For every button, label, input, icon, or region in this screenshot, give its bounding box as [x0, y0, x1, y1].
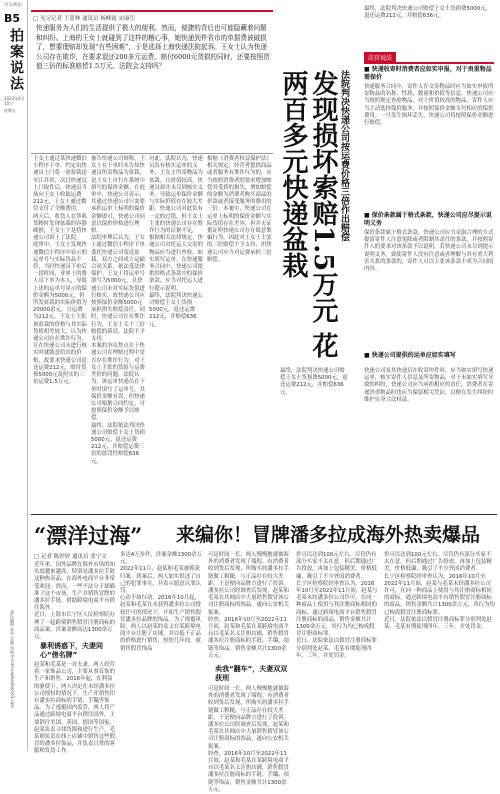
bottom-headline-left: “漂洋过海”: [34, 523, 143, 548]
article-col-5: 最终，法院判决快递公司赔偿王女士货损费5000元，退还运费212元，并赔偿636元。: [280, 368, 348, 396]
judge-head-1: ■ 快递收寄时消费者应如实申报，对于贵重物品需保价: [364, 66, 492, 81]
bottom-headline-right: 来编你！冒牌潘多拉成海外热卖爆品: [176, 524, 481, 546]
bottom-subhead-2: 卖我“翻车”，夫妻双双获刑: [215, 665, 288, 682]
article-col-1: 王女士通过某快递微信小程序下单，约定由快递员上门将一盆盆栽送至江苏省，次日快递员上门取件后，快递员当场向王女士收取运费212元，王女士通过微信支付了全额费用。 两天后，收货人在签收货物时发现盆栽的容器破损，王女士于是将快递公司诉上了法院。 庭审中，王女士发现快递微信小程序中显示的运单号与实际货品不符，当时快递员下单后一段时间，业界上的费人员下单为本人，导致上述的运单号显示的保价金额为5000元，但所发盆栽的实际价值为20000余元，且运费为212元。王女士主张该盆栽的价格与其实际货值相差较大，认为快递公司存在欺诈行为，且在快递公司未进行核实时就随意给出的价格，故要求快递公司退还运费212元，赔付货损5000元及照实的三倍运费1.5万元。: [33, 156, 87, 386]
judge-head-3: ■ 快递公司提供的运单应如实填写: [364, 352, 456, 359]
lead-paragraph: 快递服务为人们的生活提供了极大的便利。然而，便捷的背后也可能隐藏着问题和纠纷。上海的王女士就碰到了这样的糟心事，她快递到件省市的单据费被破损了，想要理赔却发现“有些困难”，于是选择上海快递法院起诉。王女士认为快递公司存在欺诈，在要求退还200多元运费、赔付6000元货损的同时，还要按照货值三倍的标准赔偿1.5万元。法院会支持吗？: [36, 24, 270, 71]
judge-text-1: 快递服务合同中，寄件人在交寄物品时应当如实申报所寄物品的名称、性质、数量和价值等信息。快递公司应当按照规定查验物品，对于价值较高的物品，寄件人应当主动选择保价服务，并按照保价金额支付相应的保价费用。一旦发生损坏丢失，快递公司将按照保价金额进行赔偿。: [364, 84, 494, 127]
bottom-col-1: 近年来，国外品牌在海外市场的知名度越来越高，特别是潘多拉手链这种热卖品，在海外电商平台非常受欢迎。然而，一些不法分子却瞄准了这个市场，生产并销售冒牌的潘多拉手链，借助跨境电商平台销往海外。 近日，上海市长宁区人民检察院办理了一起跨境销售假冒注册商标的商品案，涉案金额高达1300余万元。: [34, 562, 115, 641]
editor-credit: 责任编辑 张卓 美编 邓娟 E-mail:xawbsxb@163.com: [10, 610, 15, 709]
page-number: B5: [4, 12, 21, 25]
right-col-top: 最终，法院判决快递公司赔偿王女士货损费5000元，退还运费212元，并赔偿636元。: [364, 6, 491, 20]
article-col-4: 根据《消费者权益保护法》相关规定，经营者提供商品或者服务有欺诈行为的，应当按照消费者的要求增加赔偿其受到的损失，增加赔偿的金额为消费者购买商品的价款或者接受服务的费用的三倍。本案中，快递公司在运单上标明的保价金额与实际货值存在差异，但并无证据证明快递公司存在故意欺骗行为，因此对王女士主张的三倍赔偿不予支持，但快递公司应当对运费承担三倍赔偿。: [207, 156, 272, 263]
judge-rule: [364, 62, 494, 64]
sub-headline: 法院判决快递公司按运费价格三倍作出赔偿: [339, 70, 349, 241]
bottom-col-4: 价可以达到100元左右，尽管仍有部分买家不太在意，但后期通过广告投放，再加上包装精美，价格低廉，吸引了不少外国消费者。 长宁区检察院经审查认为，2016年10月至2022年11月间，赵某与毛某未经潘多拉公司许可，在同一种商品上使用与其注册商标相同的商标，通过跨境电商平台销售假冒注册商标的商品，销售金额共计1300余万元，其行为均已构成假冒注册商标罪。 近日，法院依法以假冒注册商标罪分别判处赵某、毛某有期徒刑四年、三年，并处罚金。: [296, 552, 378, 659]
top-rule: [31, 10, 273, 12]
bottom-byline: □ 记者 陈婷婷 通讯员 张宁文: [34, 554, 107, 560]
paper-name: 西安晚报: [4, 3, 22, 8]
bottom-col-3b: 可是时间一长，两人慢慢地就被海外的消费者发现了端倪。有消费者收到货后发现，所购买的潘多拉手链做工粗糙，与正品存在较大差距，于是便向品牌方进行了投诉。 潘多拉公司经调查后发现，赵某和毛某在其网店中大量销售假冒该公司注册商标的饰品，遂向公安机关报案。 经查，2016年10月至2022年11月间，赵某和毛某在某跨境电商平台以毛某名义注册店铺，销售假冒潘多拉注册商标的手链、手镯、项链等饰品，销售金额共计1300余万元。: [208, 686, 289, 793]
top-story-byline: □ 见习记者 王蕾林 通讯员 杨峰霞 宋康岳: [33, 16, 135, 22]
section-title: 拍案说法: [8, 28, 24, 92]
main-headline: 发现损坏索赔1.5万元 花两百多元快递盆栽: [278, 70, 338, 359]
strip-divider: [27, 0, 28, 751]
judge-label: 法官说法: [364, 52, 396, 63]
issue-weekday: 星期五: [4, 108, 16, 113]
article-col-3: 对此，法院认为，快递员负有核实运单的义务，王女士所寄物品为盆栽，且价值较高，快递员却并未尽到核实义务，导致运单保价金额与实际价值存在较大差距，快递公司对此负有一定的过错，但王女士主张的快递公司存在欺诈行为的证据不足。 根据相关法律规定，快递公司对托运人交寄的物品应当进行查验，如实填写运单。在快递服务合同中，快递公司提供的格式条款中的保价条款，应当对托运人进行提示说明。 最终，法院判决快递公司赔偿王女士货损5000元，退还运费212元，并赔偿636元。: [149, 156, 203, 328]
article-col-2: 被告快递公司辩称，王女士在下单时未告知快递员所寄物品为盆栽，是王女士自行在系统中填写的保价金额。在庭审中，快递公司表示，其通过快递公司只需要承担运单上标明的保价金额即可，快递公司同意以保价价格进行理赔。 法院审理后认为，王女士通过微信小程序下单委托快递公司寄送盆栽，双方之间成立运输合同关系，依法受法律保护。王女士将运单号填写为5000元，且快递公司未对实际货值进行核实，故快递公司应按照保价金额5000元承担损失赔偿责任，同时，快递公司存在欺诈行为，王女士关于三倍赔偿的诉请，法院不予支持。 本案的争议焦点在于快递公司在理赔过程中是否存在欺诈行为。对王女士主张的货值与运费差价的问题，法院认为，该运单快递员在下单时填写了运单号，其保价金额有误，但快递公司根据合同约定，可按照保价金额予以赔偿。 最终，法院依法判决快递公司赔偿王女士货损5000元，退还运费212元，并赔偿运费三倍的惩罚性赔偿636元。: [91, 156, 145, 465]
judge-head-2: ■ 保价条款属于格式条款，快递公司应尽提示说明义务: [364, 212, 492, 227]
judge-text-2: 保价条款属于格式条款，快递公司应当采取合理的方式提请寄件人注意免除或者限制其责任的条款，并按照寄件人的要求对该条款予以说明。若快递公司未尽到提示说明义务，致使寄件人没有注意或者理解与其有重大利害关系的条款的，寄件人可以主张该条款不成为合同的内容。: [364, 230, 494, 273]
judge-text-3: 快递公司及其快递员在收寄快件时，应当如实填写快递运单，核实寄件人信息及所寄物品，对于未如实填写导致的纠纷，快递公司应当承担相应的责任。消费者在寄递贵重物品时也应当保留相关凭证，以便在发生纠纷时维护自身合法权益。: [364, 368, 494, 403]
lead-divider: [31, 153, 273, 154]
bottom-subhead-1: 暴利诱惑下，夫妻同心“傍名牌”: [40, 642, 103, 659]
bottom-section-rule: [31, 514, 497, 515]
bottom-col-3: 可是时间一长，两人慢慢地就被海外的消费者发现了端倪。有消费者收到货后发现，所购买的潘多拉手链做工粗糙，与正品存在较大差距，于是便向品牌方进行了投诉。 潘多拉公司经调查后发现，赵某和毛某在其网店中大量销售假冒该公司注册商标的饰品，遂向公安机关报案。 经查，2016年10月至2022年11月间，赵某和毛某在某跨境电商平台以毛某名义注册店铺，销售假冒潘多拉注册商标的手链、手镯、项链等饰品，销售金额共计1300余万元。: [208, 552, 289, 659]
bottom-col-2: 多达4万多件，涉案金额1300余万元。 2022年11月，赵某和毛某被抓获归案。到案后，两人如实供述了自己的犯罪事实，并表示愿意认罪认罚。 心动不如行动，2016年10月起，赵某和毛某在未获得潘多拉公司授权许可的情况下，开始生产销售假冒潘多拉品牌的饰品。为了规避风险，两人以赵某的名义在某跨境电商平台注册了店铺，并以低于正品的价格进行销售，短短几年间，就销售假冒饰品: [120, 552, 202, 652]
bottom-col-5: 价可以达到100元左右，尽管仍有部分买家不太在意，但后期通过广告投放，再加上包装精美，价格低廉，吸引了不少外国消费者。 长宁区检察院经审查认为，2016年10月至2022年11月间，赵某与毛某未经潘多拉公司许可，在同一种商品上使用与其注册商标相同的商标，通过跨境电商平台销售假冒注册商标的商品，销售金额共计1300余万元，其行为均已构成假冒注册商标罪。 近日，法院依法以假冒注册商标罪分别判处赵某、毛某有期徒刑四年、三年，并处罚金。: [384, 552, 495, 631]
issue-date: 2023年4月10日: [4, 96, 25, 106]
left-masthead-strip: [4, 0, 27, 751]
bottom-col-1b: 赵某和毛某是一对夫妻，两人经营着一家饰品公司，主要从事首饰的生产和销售。2016年起，在利益的驱使下，两人决定在未经潘多拉公司授权的情况下，生产并销售印有潘多拉商标的手链、手镯等饰品。为了逃避国内监管，两人将产品通过跨境电商平台销往国外，主要销往美国、英国、德国等国家。 赵某负责寻找货源和进行生产，毛某则负责在线上店铺中销售这些假冒的潘多拉饰品，并负责日常的客服和发货工作。: [34, 662, 115, 755]
